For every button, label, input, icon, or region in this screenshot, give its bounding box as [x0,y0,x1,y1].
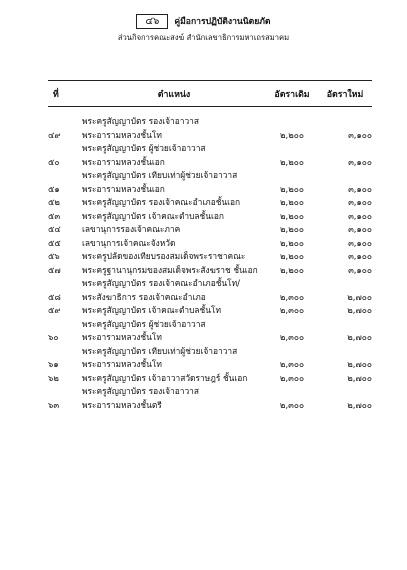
row-new-rate: ๓,๑๐๐ [348,156,372,167]
row-position [82,142,266,169]
row-old-rate: ๒,๒๐๐ [280,264,304,275]
row-old-rate: ๒,๒๐๐ [280,156,304,167]
row-number: ๕๙ [48,305,61,315]
page-number: ๔๖ [136,14,168,29]
row-old-rate: ๒,๓๐๐ [279,291,305,302]
row-number: ๕๐ [48,156,60,167]
row-position [82,318,266,345]
table-row [48,250,372,264]
row-new-rate: ๓,๑๐๐ [348,224,372,234]
row-old-rate: ๒,๒๐๐ [280,197,304,207]
row-number: ๕๖ [48,251,60,261]
position-line2: พระอารามหลวงชั้นโท [82,359,162,369]
header-old-rate: อัตราเดิม [266,81,318,107]
row-old-rate: ๒,๒๐๐ [280,251,304,261]
row-old-rate: ๒,๓๐๐ [279,359,305,369]
position-line2: พระอารามหลวงชั้นตรี [82,399,162,410]
manual-title: คู่มือการปฏิบัติงานนิตยภัต [174,16,271,27]
row-new-rate: ๒,๗๐๐ [347,399,372,410]
row-number: ๖๓ [48,399,60,410]
allowance-table [48,80,372,412]
position-line1: พระครูฐานานุกรมของสมเด็จพระสังฆราช ชั้นเอก [82,264,258,275]
table-row [48,142,372,169]
row-position [82,223,266,237]
table-row [48,318,372,345]
row-old-rate: ๒,๒๐๐ [280,237,304,248]
row-number: ๕๒ [48,197,60,207]
row-new-rate: ๓,๑๐๐ [348,251,372,261]
row-new-rate: ๒,๗๐๐ [347,305,372,315]
row-number: ๕๗ [48,264,61,275]
position-line1: พระครูสัญญาบัตร เจ้าอาวาสวัดราษฎร์ ชั้นเอก [82,372,248,383]
table-row [48,345,372,372]
row-old-rate: ๒,๒๐๐ [280,183,304,194]
table-header-row [48,81,372,107]
position-line2: พระอารามหลวงชั้นเอก [82,156,165,167]
row-old-rate: ๒,๓๐๐ [279,372,305,383]
row-position [82,277,266,304]
position-line1: พระครูสัญญาบัตร รองเจ้าคณะอำเภอชั้นเอก [82,197,241,207]
table-row [48,196,372,210]
row-number: ๕๑ [48,183,60,194]
row-old-rate: ๒,๒๐๐ [280,129,304,140]
position-line1: พระครูสัญญาบัตร รองเจ้าอาวาส [82,386,199,396]
row-position [82,196,266,210]
row-position [82,264,266,278]
table-row [48,169,372,196]
row-position [82,169,266,196]
table-row [48,210,372,224]
position-line1: พระครูสัญญาบัตร รองเจ้าคณะอำเภอชั้นโท/ [82,278,240,288]
header-subtitle: ส่วนกิจการคณะสงฆ์ สำนักเลขาธิการมหาเถรสมาคม [117,33,290,42]
row-new-rate: ๓,๑๐๐ [348,129,372,140]
table-row [48,264,372,278]
table-row [48,277,372,304]
row-position [82,237,266,251]
row-number: ๕๔ [48,224,61,234]
row-number: ๕๕ [48,237,61,248]
table-body [48,107,372,413]
table-row [48,372,372,386]
row-new-rate: ๒,๗๐๐ [347,359,372,369]
row-position [82,115,266,142]
row-number: ๕๓ [48,210,61,221]
row-old-rate: ๒,๓๐๐ [279,305,305,315]
header-new-rate: อัตราใหม่ [318,81,372,107]
row-new-rate: ๓,๑๐๐ [348,197,372,207]
row-position [82,345,266,372]
table-row [48,304,372,318]
position-line2: พระอารามหลวงชั้นโท [82,129,162,140]
position-line1: พระครูสัญญาบัตร ผู้ช่วยเจ้าอาวาส [82,143,206,153]
table-row [48,237,372,251]
position-line2: พระอารามหลวงชั้นเอก [82,183,165,194]
row-number: ๕๘ [48,291,61,302]
row-position [82,372,266,386]
row-position [82,210,266,224]
header-position: ตำแหน่ง [82,81,266,107]
row-new-rate: ๓,๑๐๐ [348,237,372,248]
row-position [82,250,266,264]
position-line2: พระอารามหลวงชั้นโท [82,332,162,342]
table-row [48,385,372,412]
position-line2: พระสังฆาธิการ รองเจ้าคณะอำเภอ [82,291,206,302]
position-line1: เลขานุการเจ้าคณะจังหวัด [82,237,176,248]
position-line1: พระครูสัญญาบัตร เทียบเท่าผู้ช่วยเจ้าอาวาส [82,345,238,356]
row-new-rate: ๓,๑๐๐ [348,264,372,275]
row-position [82,385,266,412]
row-position [82,304,266,318]
position-line1: พระครูสัญญาบัตร เจ้าคณะตำบลชั้นเอก [82,210,224,221]
position-line1: พระครูสัญญาบัตร รองเจ้าอาวาส [82,116,199,126]
table-row [48,223,372,237]
row-new-rate: ๓,๑๐๐ [348,210,372,221]
row-new-rate: ๒,๗๐๐ [347,372,372,383]
row-new-rate: ๒,๗๐๐ [347,332,372,342]
position-line1: เลขานุการรองเจ้าคณะภาค [82,224,181,234]
row-old-rate: ๒,๒๐๐ [280,224,304,234]
header-line [0,14,407,29]
row-old-rate: ๒,๓๐๐ [279,332,305,342]
page-header [0,14,407,44]
row-new-rate: ๒,๗๐๐ [347,291,372,302]
position-line1: พระครูสัญญาบัตร เทียบเท่าผู้ช่วยเจ้าอาวาส [82,170,238,180]
row-new-rate: ๓,๑๐๐ [348,183,372,194]
row-old-rate: ๒,๓๐๐ [279,399,305,410]
table-spacer [48,107,372,116]
row-number: ๔๙ [48,129,61,140]
table-row [48,115,372,142]
header-num: ที่ [48,81,82,107]
row-number: ๖๑ [48,359,59,369]
row-number: ๖๒ [48,372,59,383]
position-line1: พระครูปลัดของเทียบรองสมเด็จพระราชาคณะ [82,251,246,261]
position-line1: พระครูสัญญาบัตร ผู้ช่วยเจ้าอาวาส [82,318,206,329]
row-old-rate: ๒,๒๐๐ [280,210,304,221]
row-number: ๖๐ [48,332,59,342]
position-line1: พระครูสัญญาบัตร เจ้าคณะตำบลชั้นโท [82,305,221,315]
